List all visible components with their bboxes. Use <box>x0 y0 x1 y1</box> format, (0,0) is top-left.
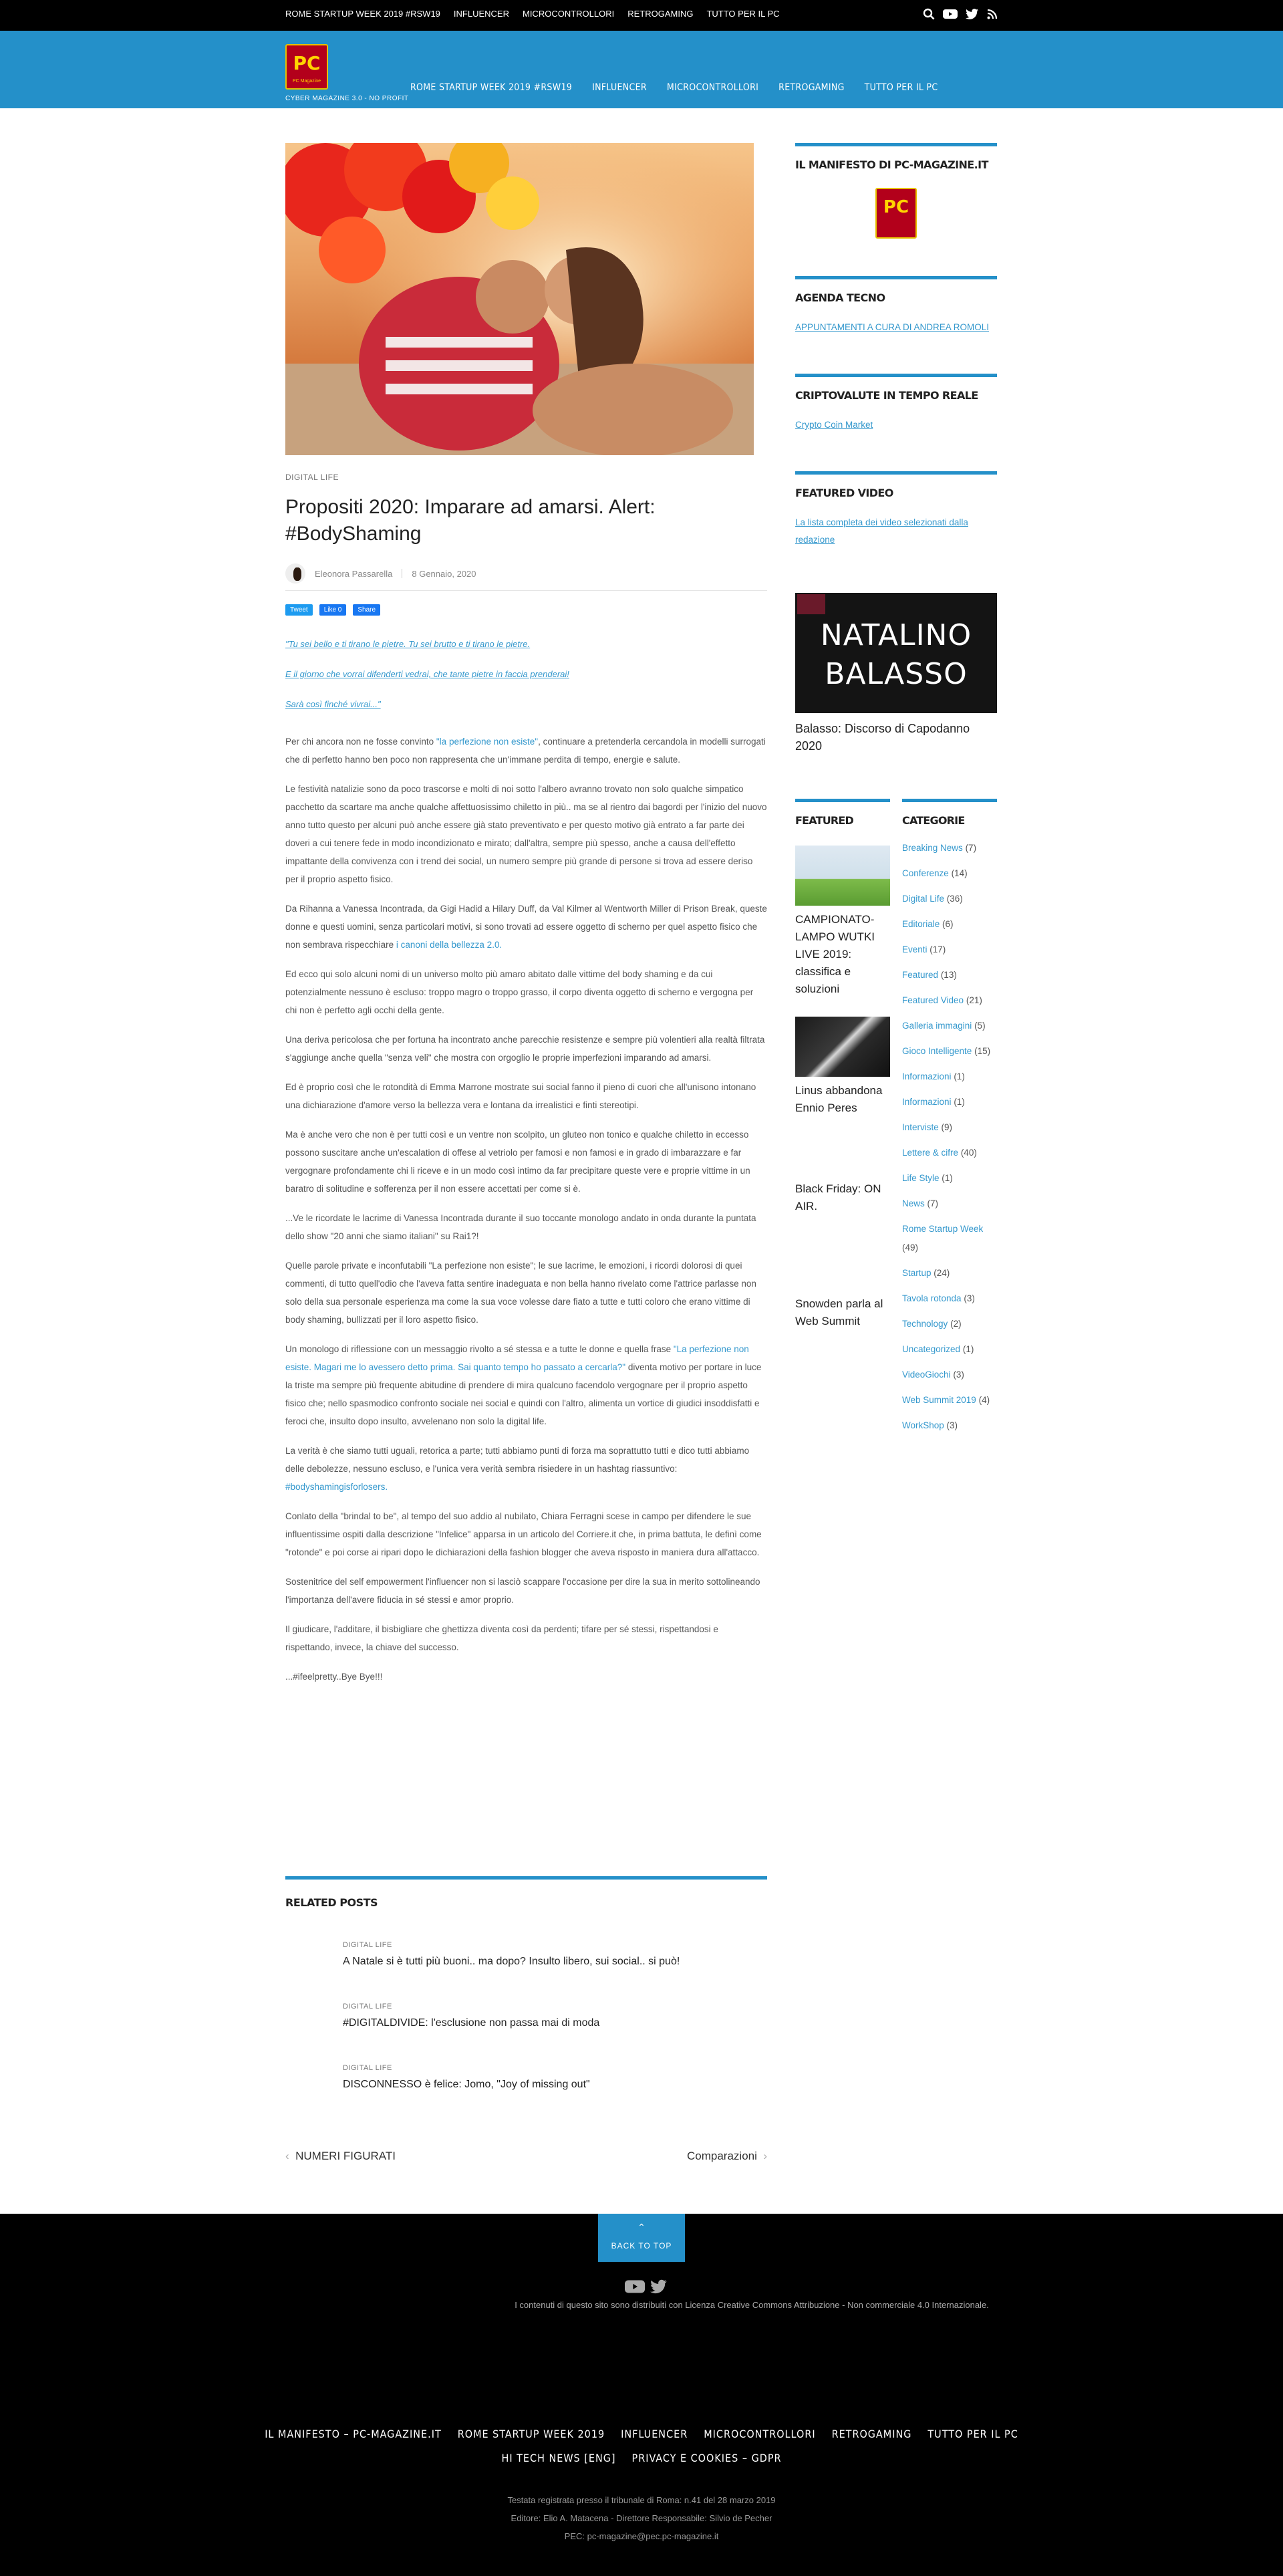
category-count: (9) <box>941 1122 953 1132</box>
prev-post-link[interactable] <box>285 2150 396 2163</box>
category-count: (3) <box>953 1370 964 1380</box>
author-avatar <box>285 563 305 584</box>
logo-text: PC <box>293 52 321 74</box>
top-link-influencer[interactable]: INFLUENCER <box>453 9 509 19</box>
article-paragraph <box>285 1078 767 1114</box>
crypto-link[interactable]: Crypto Coin Market <box>795 420 873 430</box>
footer-credits <box>0 2491 1283 2545</box>
category-item[interactable] <box>902 1264 997 1283</box>
article-paragraph <box>285 1442 767 1496</box>
category-name[interactable]: Featured Video <box>902 995 964 1005</box>
related-posts <box>285 1876 767 2091</box>
category-name[interactable]: Digital Life <box>902 894 945 904</box>
video-thumbnail[interactable] <box>795 593 997 713</box>
category-name[interactable]: Technology <box>902 1319 948 1329</box>
nav-item-retrogaming[interactable]: RETROGAMING <box>778 82 845 93</box>
category-item[interactable] <box>902 966 997 985</box>
categories-list <box>902 839 997 1435</box>
category-name[interactable]: Informazioni <box>902 1071 952 1081</box>
nav-item-rsw[interactable]: ROME STARTUP WEEK 2019 #RSW19 <box>410 82 573 93</box>
page-content <box>0 108 1283 2212</box>
license-text: I contenuti di questo sito sono distribuiti con Licenza Creative Commons Attribuzione - Non commerciale 4.0 Internazionale. <box>515 2300 989 2310</box>
category-name[interactable]: Lettere & cifre <box>902 1148 959 1158</box>
category-count: (4) <box>978 1395 990 1405</box>
category-count: (14) <box>951 868 968 878</box>
category-count: (6) <box>942 919 954 929</box>
top-link-microcontrollori[interactable]: MICROCONTROLLORI <box>522 9 615 19</box>
categories-title: CATEGORIE <box>902 799 997 827</box>
quote-line[interactable]: Sarà così finché vivrai..." <box>285 699 381 709</box>
article-paragraph <box>285 1257 767 1329</box>
article-quotes <box>285 639 767 709</box>
category-item[interactable] <box>902 991 997 1010</box>
footer-nav-secondary <box>0 2452 1283 2464</box>
widget-title: CRIPTOVALUTE IN TEMPO REALE <box>795 389 978 402</box>
category-count: (1) <box>954 1097 965 1107</box>
paragraph-text: Ed è proprio così che le rotondità di Emma Marrone mostrate sui social fanno il pieno di cuori che all'unisono intonano una dichiarazione d'amore verso la bellezza vera e lontana da irrealistici e finti stereotipi. <box>285 1082 756 1110</box>
footer-link-privacy[interactable]: PRIVACY E COOKIES – GDPR <box>631 2452 782 2464</box>
search-icon[interactable] <box>923 8 935 23</box>
category-count: (1) <box>962 1344 974 1354</box>
sidebar <box>795 143 997 1435</box>
category-count: (7) <box>965 843 977 853</box>
paragraph-text: Ma è anche vero che non è per tutti così e un ventre non scolpito, un gluteo non tonico e qualche chiletto in eccesso possono suscitare anche un'escalation di offese al vetriolo per famosi e non famosi e in grado di imbarazzare e far vergognare profondamente chi li riceve e in un modo così intimo da far precipitare queste vere e proprie vittime in un baratro di solitudine e sofferenza per il non essere accettati per come si è. <box>285 1130 750 1194</box>
article-paragraph <box>285 1507 767 1561</box>
footer-link-tutto-pc[interactable]: TUTTO PER IL PC <box>928 2428 1018 2440</box>
article-paragraph <box>285 1573 767 1609</box>
category-name[interactable]: Eventi <box>902 944 928 954</box>
twitter-icon[interactable] <box>966 9 979 23</box>
category-item[interactable] <box>902 890 997 908</box>
featured-image[interactable] <box>795 1017 890 1077</box>
quote-line[interactable]: E il giorno che vorrai difenderti vedrai, che tante pietre in faccia prenderai! <box>285 669 569 679</box>
category-item[interactable] <box>902 1391 997 1410</box>
related-item[interactable] <box>343 2064 767 2091</box>
footer-nav <box>0 2428 1283 2440</box>
widget-agenda <box>795 276 997 336</box>
category-count: (15) <box>974 1046 991 1056</box>
category-name[interactable]: Galleria immagini <box>902 1021 972 1031</box>
article <box>285 473 767 1697</box>
site-footer <box>0 2214 1283 2576</box>
site-tagline: CYBER MAGAZINE 3.0 - NO PROFIT <box>285 95 409 102</box>
article-meta <box>285 563 767 591</box>
featured-item[interactable] <box>795 1180 890 1215</box>
agenda-link[interactable]: APPUNTAMENTI A CURA DI ANDREA ROMOLI <box>795 322 990 332</box>
paragraph-text: ...#ifeelpretty..Bye Bye!!! <box>285 1672 383 1682</box>
footer-link-retrogaming[interactable]: RETROGAMING <box>831 2428 912 2440</box>
category-item[interactable] <box>902 1194 997 1213</box>
quote-line[interactable]: "Tu sei bello e ti tirano le pietre. Tu sei brutto e ti tirano le pietre. <box>285 639 531 649</box>
top-bar <box>0 0 1283 31</box>
manifesto-logo-text: PC <box>883 197 909 217</box>
category-name[interactable]: Interviste <box>902 1122 939 1132</box>
category-item[interactable] <box>902 1093 997 1112</box>
category-count: (36) <box>946 894 963 904</box>
paragraph-text: La verità è che siamo tutti uguali, retorica a parte; tutti abbiamo punti di forza ma soprattutto tutti e dico tutti abbiamo delle debolezze, nessuno escluso, e l'unica vera verità sembra risiedere in un hashtag riassuntivo: <box>285 1446 750 1474</box>
related-category[interactable]: DIGITAL LIFE <box>343 2064 392 2072</box>
widget-title: IL MANIFESTO DI PC-MAGAZINE.IT <box>795 158 988 171</box>
category-name[interactable]: WorkShop <box>902 1420 944 1430</box>
prev-post-title[interactable]: NUMERI FIGURATI <box>295 2150 396 2162</box>
video-caption[interactable]: Balasso: Discorso di Capodanno 2020 <box>795 722 970 753</box>
article-paragraph <box>285 733 767 769</box>
inline-link[interactable]: #bodyshamingisforlosers. <box>285 1482 388 1492</box>
article-paragraph <box>285 1668 767 1686</box>
category-name[interactable]: Web Summit 2019 <box>902 1395 976 1405</box>
article-paragraph <box>285 1031 767 1067</box>
category-count: (49) <box>902 1243 919 1253</box>
paragraph-text: ...Ve le ricordate le lacrime di Vanessa Incontrada durante il suo toccante monologo andato in onda durante la puntata dello show "20 anni che siamo italiani" su Rai1?! <box>285 1213 756 1241</box>
category-count: (3) <box>964 1293 975 1303</box>
category-item[interactable] <box>902 1169 997 1188</box>
nav-item-influencer[interactable]: INFLUENCER <box>592 82 647 93</box>
category-name[interactable]: Featured <box>902 970 939 980</box>
paragraph-text: Il giudicare, l'additare, il bisbigliare che ghettizza diventa così da perdenti; tifare per sé stessi, rispettandosi e rispettando, invece, la chiave del successo. <box>285 1624 718 1652</box>
category-item[interactable] <box>902 940 997 959</box>
related-title[interactable]: DISCONNESSO è felice: Jomo, "Joy of missing out" <box>343 2079 590 2090</box>
category-name[interactable]: Life Style <box>902 1173 940 1183</box>
article-paragraph <box>285 965 767 1019</box>
category-name[interactable]: News <box>902 1198 925 1208</box>
share-button[interactable]: Share <box>353 604 380 616</box>
site-logo[interactable] <box>285 44 328 90</box>
category-count: (7) <box>927 1198 939 1208</box>
youtube-icon[interactable] <box>625 2279 645 2297</box>
nav-item-tutto-pc[interactable]: TUTTO PER IL PC <box>864 82 938 93</box>
footer-social <box>625 2279 668 2297</box>
paragraph-text: Le festività natalizie sono da poco trascorse e molti di noi sotto l'albero avranno trovato non solo qualche simpatico pacchetto da scartare ma anche qualche affettuosissimo chiletto in più.. ma se al rientro dai bagordi per l'inizio del nuovo anno tutto questo per alcuni può anche essere già stato preventivato e per questo motivo già entrato a far parte dei doveri a cui tenere fede in modo incondizionato e mirato; dall'altra, sempre più spesso, anche a causa dell'effetto impattante della convivenza con i trend dei social, un numero sempre più grande di persone si trova ad essere deriso per il proprio aspetto fisico. <box>285 784 767 884</box>
category-count: (40) <box>960 1148 977 1158</box>
category-item[interactable] <box>902 839 997 858</box>
featured-item[interactable] <box>795 846 890 998</box>
nav-item-microcontrollori[interactable]: MICROCONTROLLORI <box>666 82 759 93</box>
footer-link-rsw[interactable]: ROME STARTUP WEEK 2019 <box>457 2428 605 2440</box>
article-date: 8 Gennaio, 2020 <box>412 568 476 579</box>
category-item[interactable] <box>902 1315 997 1333</box>
related-category[interactable]: DIGITAL LIFE <box>343 1941 392 1949</box>
featured-caption[interactable]: CAMPIONATO-LAMPO WUTKI LIVE 2019: classifica e soluzioni <box>795 913 875 995</box>
site-header <box>0 31 1283 108</box>
article-paragraph <box>285 1620 767 1656</box>
category-item[interactable] <box>902 1340 997 1359</box>
chevron-left-icon: ‹ <box>285 2150 296 2162</box>
article-hero-image <box>285 143 754 455</box>
paragraph-text: Quelle parole private e inconfutabili "La perfezione non esiste"; le sue lacrime, le emozioni, i ricordi dolorosi di quei commenti, di tutto quell'odio che l'aveva fatta sentire inadeguata e non bella hanno rivelato come l'attrice parlasse non solo della sua personale esperienza ma come la sua voce volesse dare fiato a tutte e tutti coloro che erano vittime di body shaming, bullizzati per il loro aspetto fisico. <box>285 1261 756 1325</box>
footer-link-hitech[interactable]: HI TECH NEWS [ENG] <box>501 2452 616 2464</box>
featured-column <box>795 799 890 1435</box>
category-item[interactable] <box>902 1067 997 1086</box>
category-name[interactable]: Breaking News <box>902 843 963 853</box>
next-post-link[interactable] <box>687 2150 767 2163</box>
video-badge <box>797 594 825 614</box>
featured-caption[interactable]: Snowden parla al Web Summit <box>795 1297 883 1327</box>
article-paragraph <box>285 1126 767 1198</box>
author-name[interactable]: Eleonora Passarella <box>315 568 393 579</box>
featured-caption[interactable]: Black Friday: ON AIR. <box>795 1182 881 1212</box>
widget-crypto <box>795 374 997 434</box>
top-link-retrogaming[interactable]: RETROGAMING <box>627 9 694 19</box>
featured-caption[interactable]: Linus abbandona Ennio Peres <box>795 1084 883 1114</box>
footer-link-influencer[interactable]: INFLUENCER <box>621 2428 688 2440</box>
featured-image[interactable] <box>795 846 890 906</box>
paragraph-text: Una deriva pericolosa che per fortuna ha incontrato anche parecchie resistenze e sempre più volentieri alla realtà filtrata s'aggiunge anche quella "senza veli" che mostra con orgoglio le proprie imperfezioni imparando ad amarsi. <box>285 1035 765 1063</box>
article-category[interactable]: DIGITAL LIFE <box>285 473 339 482</box>
category-item[interactable] <box>902 1289 997 1308</box>
category-name[interactable]: Rome Startup Week <box>902 1224 984 1234</box>
article-body <box>285 733 767 1686</box>
category-item[interactable] <box>902 1017 997 1035</box>
inline-link[interactable]: i canoni della bellezza 2.0. <box>396 940 503 950</box>
category-count: (1) <box>942 1173 953 1183</box>
related-item[interactable] <box>343 2003 767 2029</box>
youtube-icon[interactable] <box>943 9 958 23</box>
paragraph-text: Ed ecco qui solo alcuni nomi di un universo molto più amaro abitato dalle vittime del body shaming e da cui potenzialmente nessuno è escluso: troppo magro o troppo grasso, il corpo diventa oggetto di scherno e vergogna per chi non è perfetto agli occhi della gente. <box>285 969 754 1015</box>
categories-column <box>902 799 997 1435</box>
category-item[interactable] <box>902 1144 997 1162</box>
related-title[interactable]: A Natale si è tutti più buoni.. ma dopo? Insulto libero, sui social.. si può! <box>343 1956 680 1967</box>
rss-icon[interactable] <box>987 9 997 23</box>
widget-title: AGENDA TECNO <box>795 291 885 304</box>
article-paragraph <box>285 1209 767 1245</box>
sidebar-columns <box>795 799 997 1435</box>
post-navigation <box>285 2150 767 2163</box>
paragraph-text: Conlato della "brindal to be", al tempo del suo addio al nubilato, Chiara Ferragni scese in campo per difendere le sue influentissime ospiti dalla descrizione "Infelice" apparsa in un articolo del Corriere.it che, in prima battuta, le definì come "rotonde" e poi corse ai ripari dopo le dichiarazioni della fashion blogger che aveva risposto in maniera dura all'attacco. <box>285 1511 762 1557</box>
credit-line: PEC: pc-magazine@pec.pc-magazine.it <box>564 2531 719 2541</box>
top-link-rsw[interactable]: ROME STARTUP WEEK 2019 #RSW19 <box>285 9 440 19</box>
widget-title: FEATURED VIDEO <box>795 487 893 499</box>
top-links <box>285 9 780 19</box>
category-count: (2) <box>950 1319 962 1329</box>
article-paragraph <box>285 900 767 954</box>
widget-video <box>795 471 997 755</box>
category-count: (1) <box>954 1071 965 1081</box>
share-buttons <box>285 604 767 616</box>
paragraph-text: , continuare a pretenderla cercandola in modelli surrogati che di perfetto hanno ben poco non rappresenta che un'immane perdita di tempo, energie e salute. <box>285 737 766 765</box>
top-link-tutto-pc[interactable]: TUTTO PER IL PC <box>706 9 780 19</box>
paragraph-text: diventa motivo per portare in luce la triste ma sempre più frequente abitudine di prendere di mira qualcuno facendolo vergognare per il proprio aspetto fisico che; nello spasmodico confronto sociale nei social e quindi con l'altro, alimenta un vortice di giudici insoddisfatti e feroci che, insulto dopo insulto, avvelenano non solo la digital life. <box>285 1362 762 1426</box>
paragraph-text: Da Rihanna a Vanessa Incontrada, da Gigi Hadid a Hilary Duff, da Val Kilmer al Wentworth Miller di Prison Break, queste donne e questi uomini, senza particolari motivi, si sono trovati ad essere oggetto di scherno per quel aspetto fisico che non sembrava rispecchiare <box>285 904 767 950</box>
chevron-up-icon: ⌃ <box>637 2222 646 2232</box>
featured-title: FEATURED <box>795 799 890 827</box>
featured-item[interactable] <box>795 1017 890 1117</box>
article-title: Propositi 2020: Imparare ad amarsi. Alert: #BodyShaming <box>285 496 656 545</box>
inline-link[interactable]: "la perfezione non esiste" <box>436 737 539 747</box>
article-paragraph <box>285 1340 767 1430</box>
category-name[interactable]: Tavola rotonda <box>902 1293 962 1303</box>
inline-link[interactable]: "La perfezione non esiste. Magari me lo avessero detto prima. Sai quanto tempo ho passato a cercarla?" <box>285 1344 749 1372</box>
category-name[interactable]: Gioco Intelligente <box>902 1046 972 1056</box>
related-item[interactable] <box>343 1941 767 1968</box>
manifesto-logo[interactable] <box>875 188 917 239</box>
category-count: (5) <box>974 1021 986 1031</box>
category-item[interactable] <box>902 1366 997 1384</box>
category-count: (21) <box>966 995 982 1005</box>
back-to-top-button[interactable] <box>598 2214 685 2262</box>
logo-subtext: PC Magazine <box>292 79 321 84</box>
category-name[interactable]: Startup <box>902 1268 932 1278</box>
footer-link-manifesto[interactable]: IL MANIFESTO – PC-MAGAZINE.IT <box>265 2428 442 2440</box>
category-item[interactable] <box>902 1042 997 1061</box>
like-button[interactable]: Like 0 <box>319 604 347 616</box>
category-item[interactable] <box>902 915 997 934</box>
video-list-link[interactable]: La lista completa dei video selezionati dalla redazione <box>795 517 968 545</box>
tweet-button[interactable]: Tweet <box>285 604 313 616</box>
related-title[interactable]: #DIGITALDIVIDE: l'esclusione non passa mai di moda <box>343 2017 600 2029</box>
category-name[interactable]: Editoriale <box>902 919 940 929</box>
related-heading: RELATED POSTS <box>285 1896 378 1909</box>
category-count: (3) <box>946 1420 958 1430</box>
paragraph-text: Per chi ancora non ne fosse convinto <box>285 737 436 747</box>
related-category[interactable]: DIGITAL LIFE <box>343 2003 392 2011</box>
widget-manifesto <box>795 143 997 239</box>
category-item[interactable] <box>902 864 997 883</box>
category-item[interactable] <box>902 1220 997 1257</box>
video-thumb-line: BALASSO <box>825 657 968 691</box>
back-to-top-label: BACK TO TOP <box>611 2241 672 2250</box>
chevron-right-icon: › <box>756 2150 767 2162</box>
category-item[interactable] <box>902 1118 997 1137</box>
twitter-icon[interactable] <box>650 2279 668 2297</box>
footer-link-microcontrollori[interactable]: MICROCONTROLLORI <box>704 2428 816 2440</box>
credit-line: Testata registrata presso il tribunale di Roma: n.41 del 28 marzo 2019 <box>507 2495 776 2505</box>
category-count: (24) <box>934 1268 950 1278</box>
category-name[interactable]: Conferenze <box>902 868 949 878</box>
credit-line: Editore: Elio A. Matacena - Direttore Responsabile: Silvio de Pecher <box>511 2513 772 2523</box>
category-name[interactable]: Uncategorized <box>902 1344 961 1354</box>
video-thumb-line: NATALINO <box>820 618 972 652</box>
category-count: (13) <box>940 970 957 980</box>
article-paragraph <box>285 780 767 888</box>
paragraph-text: Sostenitrice del self empowerment l'influencer non si lasciò scappare l'occasione per dire la sua in merito sottolineando l'importanza dell'avere fiducia in sé stessi e amor proprio. <box>285 1577 760 1605</box>
category-name[interactable]: Informazioni <box>902 1097 952 1107</box>
main-nav <box>410 82 938 93</box>
paragraph-text: Un monologo di riflessione con un messaggio rivolto a sé stessa e a tutte le donne e quella frase <box>285 1344 674 1354</box>
category-item[interactable] <box>902 1416 997 1435</box>
related-divider <box>285 1876 767 1880</box>
category-count: (17) <box>930 944 946 954</box>
featured-item[interactable] <box>795 1295 890 1330</box>
next-post-title[interactable]: Comparazioni <box>687 2150 757 2162</box>
category-name[interactable]: VideoGiochi <box>902 1370 951 1380</box>
